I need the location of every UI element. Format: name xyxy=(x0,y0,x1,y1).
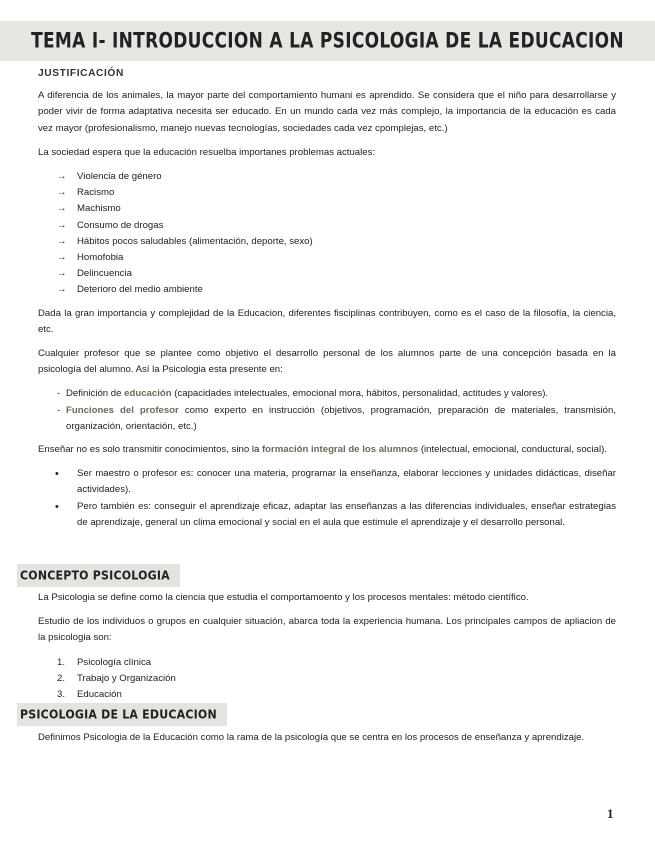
arrow-icon: → xyxy=(57,171,67,183)
highlight-formacion-integral: formación integral de los alumnos xyxy=(261,444,419,456)
paragraph: Definimos Psicologia de la Educación como la rama de la psicología que se centra en los procesos de enseñanza y aprendizaje. xyxy=(38,732,585,743)
bullet-icon: • xyxy=(55,500,59,513)
paragraph: A diferencia de los animales, la mayor parte del comportamiento humani es aprendido. Se considera que el niño para desarrollarse y poder vivir de forma adaptativa necesita ser educado. En un mundo cada vez más complejo, la importancia de la educación es cada vez mayor (profesionalismo, manejo nuevas tecnologías, sociedades cada vez cpomplejas, etc.) xyxy=(38,90,616,134)
teacher-role-list xyxy=(38,466,616,531)
concepto-heading-banner xyxy=(17,564,180,587)
justificacion-section xyxy=(38,66,616,532)
psic-educ-heading: PSICOLOGIA DE LA EDUCACION xyxy=(20,707,217,722)
arrow-icon: → xyxy=(57,235,67,247)
justificacion-heading: JUSTIFICACIÓN xyxy=(38,68,124,79)
psic-educ-heading-banner xyxy=(17,703,227,726)
arrow-icon: → xyxy=(57,219,67,231)
psic-educ-section xyxy=(38,730,616,754)
fields-list xyxy=(38,655,616,704)
page-number: 1 xyxy=(607,806,614,821)
concepto-heading: CONCEPTO PSICOLOGIA xyxy=(20,568,170,583)
list-item: → Deterioro del medio ambiente xyxy=(57,282,616,298)
arrow-icon: → xyxy=(57,268,67,280)
page-title: TEMA I- INTRODUCCION A LA PSICOLOGIA DE LA EDUCACION xyxy=(31,28,624,54)
list-item: 3. Educación xyxy=(57,689,122,701)
list-item: → Consumo de drogas xyxy=(57,218,616,234)
list-item: → Machismo xyxy=(57,201,616,217)
list-item: → Hábitos pocos saludables (alimentación, deporte, sexo) xyxy=(57,234,616,250)
psychology-presence-list xyxy=(38,386,616,435)
arrow-icon: → xyxy=(57,284,67,296)
list-item: 1. Psicología clínica xyxy=(57,656,152,668)
list-item: 2. Trabajo y Organización xyxy=(57,672,176,684)
paragraph: Dada la gran importancia y complejidad de la Educacion, diferentes fisciplinas contribuyen, como es el caso de la filosofía, la ciencia, etc. xyxy=(38,307,616,335)
title-banner xyxy=(0,21,655,61)
dash-marker: - xyxy=(57,404,61,416)
arrow-icon: → xyxy=(57,252,67,264)
list-item: → Delincuencia xyxy=(57,266,616,282)
highlight-funciones-profesor: Funciones del profesor xyxy=(66,404,179,416)
list-item: • Pero también es: conseguir el aprendizaje eficaz, adaptar las enseñanzas a las diferencias individuales, enseñar estrategias de aprendizaje, general un clima emocional y social en el aula que estimule el aprendizaje y el desarrollo personal. xyxy=(38,499,616,531)
list-item: - Definición de educación (capacidades intelectuales, emocional mora, hábitos, personalidad, actitudes y valores). xyxy=(38,386,616,402)
paragraph: La sociedad espera que la educación resuelba importanes problemas actuales: xyxy=(38,146,376,158)
highlight-educacion: educación xyxy=(124,388,172,400)
list-item: • Ser maestro o profesor es: conocer una materia, programar la enseñanza, elaborar lecciones y unidades didácticas, diseñar actividades). xyxy=(38,466,616,498)
concepto-section xyxy=(38,590,616,703)
paragraph: Estudio de los individuos o grupos en cualquier situación, abarca toda la experiencia humana. Los principales campos de apliacion de la psicologia son: xyxy=(38,616,616,644)
list-item: → Homofobia xyxy=(57,250,616,266)
paragraph: Cualquier profesor que se plantee como objetivo el desarrollo personal de los alumnos parte de una concepción basada en la psicología del alumno. Así la Psicologia esta presente en: xyxy=(38,348,616,376)
list-item: - Funciones del profesor como experto en instrucción (objetivos, programación, preparación de materiales, transmisión, organización, orientación, etc.) xyxy=(38,403,616,435)
arrow-icon: → xyxy=(57,187,67,199)
problems-list xyxy=(38,169,616,299)
dash-marker: - xyxy=(57,388,61,400)
bullet-icon: • xyxy=(55,468,59,481)
paragraph: Enseñar no es solo transmitir conocimientos, sino la formación integral de los alumnos (intelectual, emocional, conductural, social). xyxy=(38,444,607,456)
list-item: → Racismo xyxy=(57,185,616,201)
arrow-icon: → xyxy=(57,203,67,215)
list-item: → Violencia de género xyxy=(57,169,616,185)
paragraph: La Psicologia se define como la ciencia que estudia el comportamoento y los procesos mentales: método científico. xyxy=(38,592,529,603)
